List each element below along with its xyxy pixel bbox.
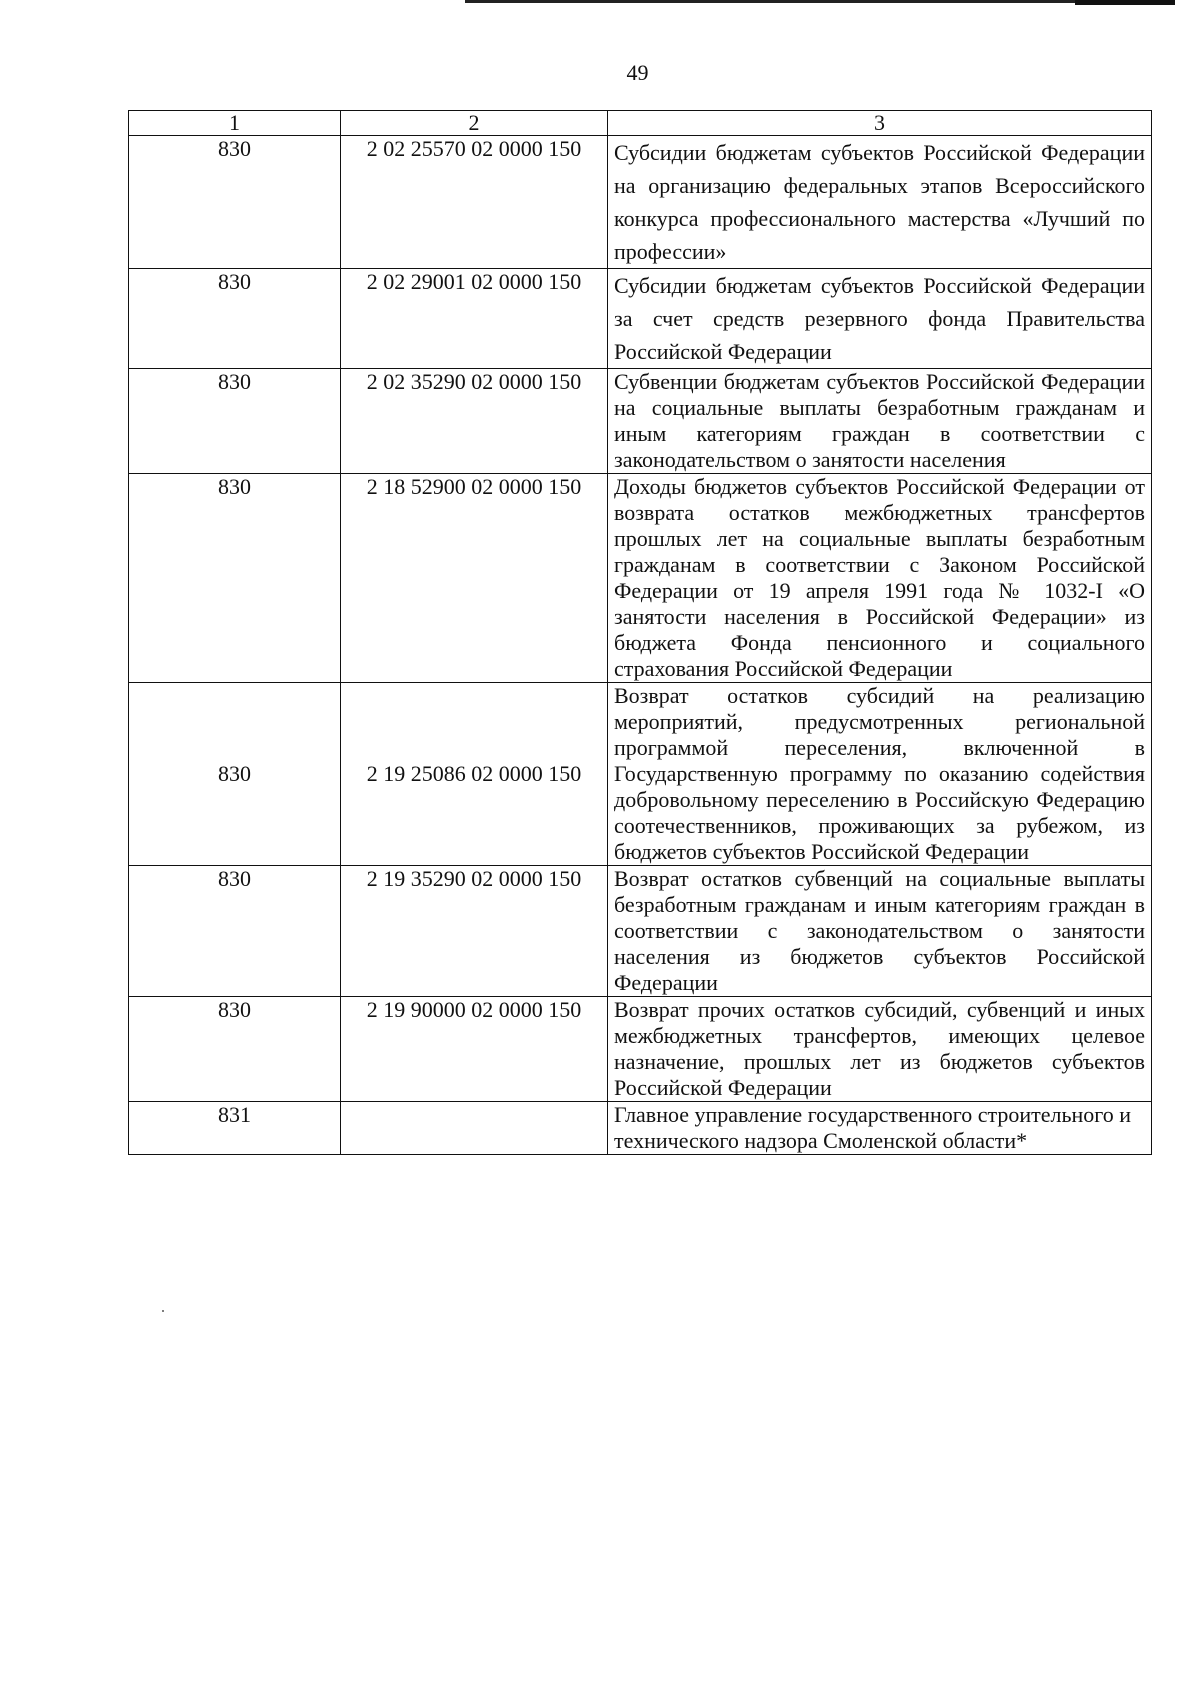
budget-classification-table (128, 110, 1152, 1155)
description-cell: Главное управление государственного строительного и технического надзора Смоленской области* (608, 1102, 1152, 1155)
table-row (129, 683, 1152, 866)
description-cell: Субсидии бюджетам субъектов Российской Федерации на организацию федеральных этапов Всероссийского конкурса профессионального мастерства «Лучший по профессии» (608, 136, 1152, 269)
admin-code-cell: 830 (129, 997, 341, 1102)
table-row (129, 136, 1152, 269)
admin-code-cell: 830 (129, 369, 341, 474)
description-cell: Субсидии бюджетам субъектов Российской Федерации за счет средств резервного фонда Правительства Российской Федерации (608, 269, 1152, 369)
table-row (129, 1102, 1152, 1155)
column-header-1: 1 (129, 111, 341, 136)
kbk-code-cell: 2 18 52900 02 0000 150 (341, 474, 608, 683)
kbk-code-cell: 2 19 35290 02 0000 150 (341, 866, 608, 997)
kbk-code-cell (341, 1102, 608, 1155)
scan-top-edge-mark (1075, 0, 1175, 5)
description-cell: Субвенции бюджетам субъектов Российской Федерации на социальные выплаты безработным гражданам и иным категориям граждан в соответствии с законодательством о занятости населения (608, 369, 1152, 474)
kbk-code-cell: 2 02 25570 02 0000 150 (341, 136, 608, 269)
table-header-row (129, 111, 1152, 136)
kbk-code-cell: 2 19 25086 02 0000 150 (341, 683, 608, 866)
admin-code-cell: 830 (129, 683, 341, 866)
column-header-3: 3 (608, 111, 1152, 136)
table-row (129, 866, 1152, 997)
kbk-code-cell: 2 02 35290 02 0000 150 (341, 369, 608, 474)
description-cell: Возврат прочих остатков субсидий, субвенций и иных межбюджетных трансфертов, имеющих целевое назначение, прошлых лет из бюджетов субъектов Российской Федерации (608, 997, 1152, 1102)
table-row (129, 369, 1152, 474)
admin-code-cell: 830 (129, 136, 341, 269)
description-cell: Возврат остатков субвенций на социальные выплаты безработным гражданам и иным категориям граждан в соответствии с законодательством о занятости населения из бюджетов субъектов Российской Федерации (608, 866, 1152, 997)
scan-top-edge (465, 0, 1175, 3)
page-number: 49 (626, 60, 649, 85)
admin-code-cell: 831 (129, 1102, 341, 1155)
table-row (129, 269, 1152, 369)
description-cell: Возврат остатков субсидий на реализацию мероприятий, предусмотренных региональной программой переселения, включенной в Государственную программу по оказанию содействия добровольному переселению в Российскую Федерацию соотечественников, проживающих за рубежом, из бюджетов субъектов Российской Федерации (608, 683, 1152, 866)
admin-code-cell: 830 (129, 269, 341, 369)
description-cell: Доходы бюджетов субъектов Российской Федерации от возврата остатков межбюджетных трансфертов прошлых лет на социальные выплаты безработным гражданам в соответствии с Законом Российской Федерации от 19 апреля 1991 года № 1032-I «О занятости населения в Российской Федерации» из бюджета Фонда пенсионного и социального страхования Российской Федерации (608, 474, 1152, 683)
table-row (129, 997, 1152, 1102)
table-row (129, 474, 1152, 683)
kbk-code-cell: 2 02 29001 02 0000 150 (341, 269, 608, 369)
kbk-code-cell: 2 19 90000 02 0000 150 (341, 997, 608, 1102)
scan-artifact-dot (162, 1310, 164, 1312)
admin-code-cell: 830 (129, 866, 341, 997)
admin-code-cell: 830 (129, 474, 341, 683)
column-header-2: 2 (341, 111, 608, 136)
